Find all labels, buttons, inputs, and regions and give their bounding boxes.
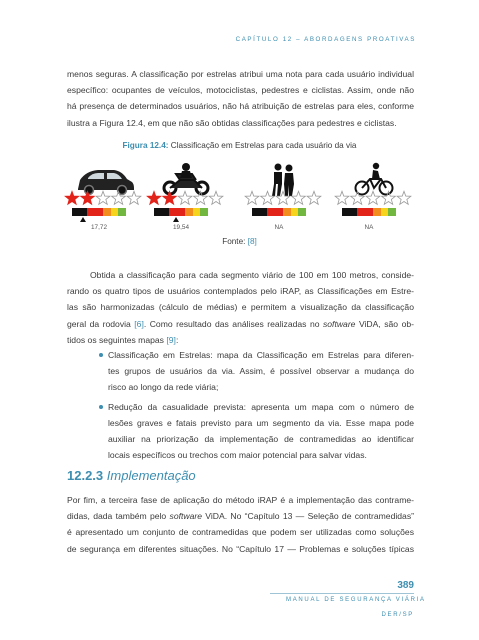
figure-label: Figura 12.4: (122, 141, 169, 150)
scale-segment (381, 208, 389, 216)
rating-group-pedestrian (244, 160, 324, 235)
scale-segment (267, 208, 275, 216)
text-line: ilustra a Figura 12.4, em que não são obtidas classificações para pedestres e ciclistas. (67, 117, 397, 128)
paragraph-results (67, 267, 414, 348)
rating-group-car (64, 160, 144, 235)
text-line: tidos os seguintes mapas [9]: (67, 334, 179, 345)
scale-segment (103, 208, 111, 216)
scale-segment (193, 208, 201, 216)
text-line: las são harmonizadas (cálculo de médias) e permitem a visualização da classificação (67, 302, 414, 313)
text-line: tes grupos de usuários da via. Assim, é possível observar a mudança do (108, 366, 414, 377)
citation-link[interactable]: [6] (134, 318, 144, 329)
empty-star-icon (112, 191, 126, 204)
source-label: Fonte: (222, 237, 248, 246)
bullet-dot (99, 405, 103, 409)
paragraph-intro (67, 66, 414, 131)
filled-star-icon (81, 191, 95, 204)
scale-segment (154, 208, 162, 216)
empty-star-icon (178, 191, 192, 204)
empty-star-icon (276, 191, 290, 204)
text-line: didas, dada também pelo software ViDA. No “Capítulo 13 — Seleção de contramedidas” (67, 511, 414, 522)
scale-segment (298, 208, 306, 216)
bullet-list (108, 347, 414, 463)
score-value: NA (274, 224, 284, 231)
scale-segment (365, 208, 373, 216)
risk-scale-bar (154, 208, 208, 216)
text-line: é apresentado um conjunto de contramedidas que podem ser utilizadas como soluções (67, 527, 414, 538)
text-line: menos seguras. A classificação por estrelas atribui uma nota para cada usuário individual (67, 69, 414, 79)
scale-segment (373, 208, 381, 216)
scale-segment (388, 208, 396, 216)
risk-scale-bar (72, 208, 126, 216)
risk-scale-bar (342, 208, 396, 216)
star-rating (334, 190, 414, 206)
scale-segment (111, 208, 119, 216)
list-item (108, 399, 414, 464)
scale-segment (200, 208, 208, 216)
text-line: geral da rodovia [6]. Como resultado das análises realizadas no software ViDA, são ob- (67, 318, 414, 329)
text-line: há presença de determinados usuários, não há atribuição de estrelas para eles, conforme (67, 101, 414, 112)
scale-segment (80, 208, 88, 216)
score-value: 19,54 (173, 224, 189, 231)
chapter-header: CAPÍTULO 12 – ABORDAGENS PROATIVAS (235, 36, 416, 43)
scale-segment (275, 208, 283, 216)
empty-star-icon (335, 191, 349, 204)
empty-star-icon (127, 191, 141, 204)
empty-star-icon (397, 191, 411, 204)
section-heading (67, 468, 196, 483)
text-line: risco ao longo da rede viária; (108, 382, 219, 393)
empty-star-icon (382, 191, 396, 204)
text-line: Obtida a classificação para cada segmento viário de 100 em 100 metros, conside- (90, 270, 414, 280)
star-rating (244, 190, 324, 206)
empty-star-icon (366, 191, 380, 204)
figure-source (0, 237, 479, 246)
text-line: Por fim, a terceira fase de aplicação do método iRAP é a implementação das contrame- (67, 495, 414, 505)
text-line: lesões graves e fatais previsto para um segmento da via. Esse mapa pode (108, 417, 414, 428)
scale-segment (185, 208, 193, 216)
text-line: Redução da casualidade prevista: apresenta um mapa com o número de (108, 401, 414, 412)
empty-star-icon (209, 191, 223, 204)
footer-manual-title: MANUAL DE SEGURANÇA VIÁRIA (286, 597, 426, 603)
scale-segment (283, 208, 291, 216)
scale-segment (357, 208, 365, 216)
risk-scale-bar (252, 208, 306, 216)
section-title: Implementação (106, 468, 196, 483)
scale-segment (118, 208, 126, 216)
star-rating (146, 190, 226, 206)
text-line: específico: ocupantes de veículos, motociclistas, pedestres e ciclistas. Assim, onde não (67, 85, 414, 96)
rating-group-bicycle (334, 160, 414, 235)
filled-star-icon (65, 191, 79, 204)
scale-segment (350, 208, 358, 216)
empty-star-icon (307, 191, 321, 204)
scale-segment (95, 208, 103, 216)
empty-star-icon (245, 191, 259, 204)
source-reference-link[interactable]: [8] (247, 237, 257, 246)
scale-segment (252, 208, 260, 216)
page-number: 389 (397, 580, 414, 591)
rating-group-motorcycle (146, 160, 226, 235)
text-line: auxiliar na priorização da implementação de contramedidas ao identificar (108, 434, 414, 445)
empty-star-icon (194, 191, 208, 204)
scale-segment (177, 208, 185, 216)
empty-star-icon (96, 191, 110, 204)
score-marker (173, 217, 179, 222)
scale-segment (342, 208, 350, 216)
star-rating (64, 190, 144, 206)
empty-star-icon (292, 191, 306, 204)
footer-divider (270, 593, 414, 594)
scale-segment (169, 208, 177, 216)
filled-star-icon (163, 191, 177, 204)
score-marker (80, 217, 86, 222)
citation-link[interactable]: [9] (166, 334, 176, 345)
text-line: locais específicos ou trechos com maior potencial para salvar vidas. (108, 450, 367, 461)
filled-star-icon (147, 191, 161, 204)
scale-segment (162, 208, 170, 216)
text-line: de segurança em diferentes situações. No “Capítulo 17 — Problemas e soluções típicas (67, 543, 414, 554)
figure-caption (0, 141, 479, 150)
empty-star-icon (261, 191, 275, 204)
scale-segment (291, 208, 299, 216)
section-number: 12.2.3 (67, 468, 104, 483)
empty-star-icon (351, 191, 365, 204)
list-item (108, 347, 414, 396)
bullet-dot (99, 353, 103, 357)
text-line: rando os quatro tipos de usuários contemplados pelo iRAP, as Classificações em Estre- (67, 286, 414, 297)
footer-organization: DER/SP (381, 612, 414, 618)
score-value: 17,72 (91, 224, 107, 231)
scale-segment (87, 208, 95, 216)
figure-caption-text: Classificação em Estrelas para cada usuário da via (170, 141, 357, 150)
score-value: NA (364, 224, 374, 231)
scale-segment (260, 208, 268, 216)
paragraph-implementation (67, 492, 414, 557)
text-line: Classificação em Estrelas: mapa da Classificação em Estrelas para diferen- (108, 350, 414, 360)
scale-segment (72, 208, 80, 216)
